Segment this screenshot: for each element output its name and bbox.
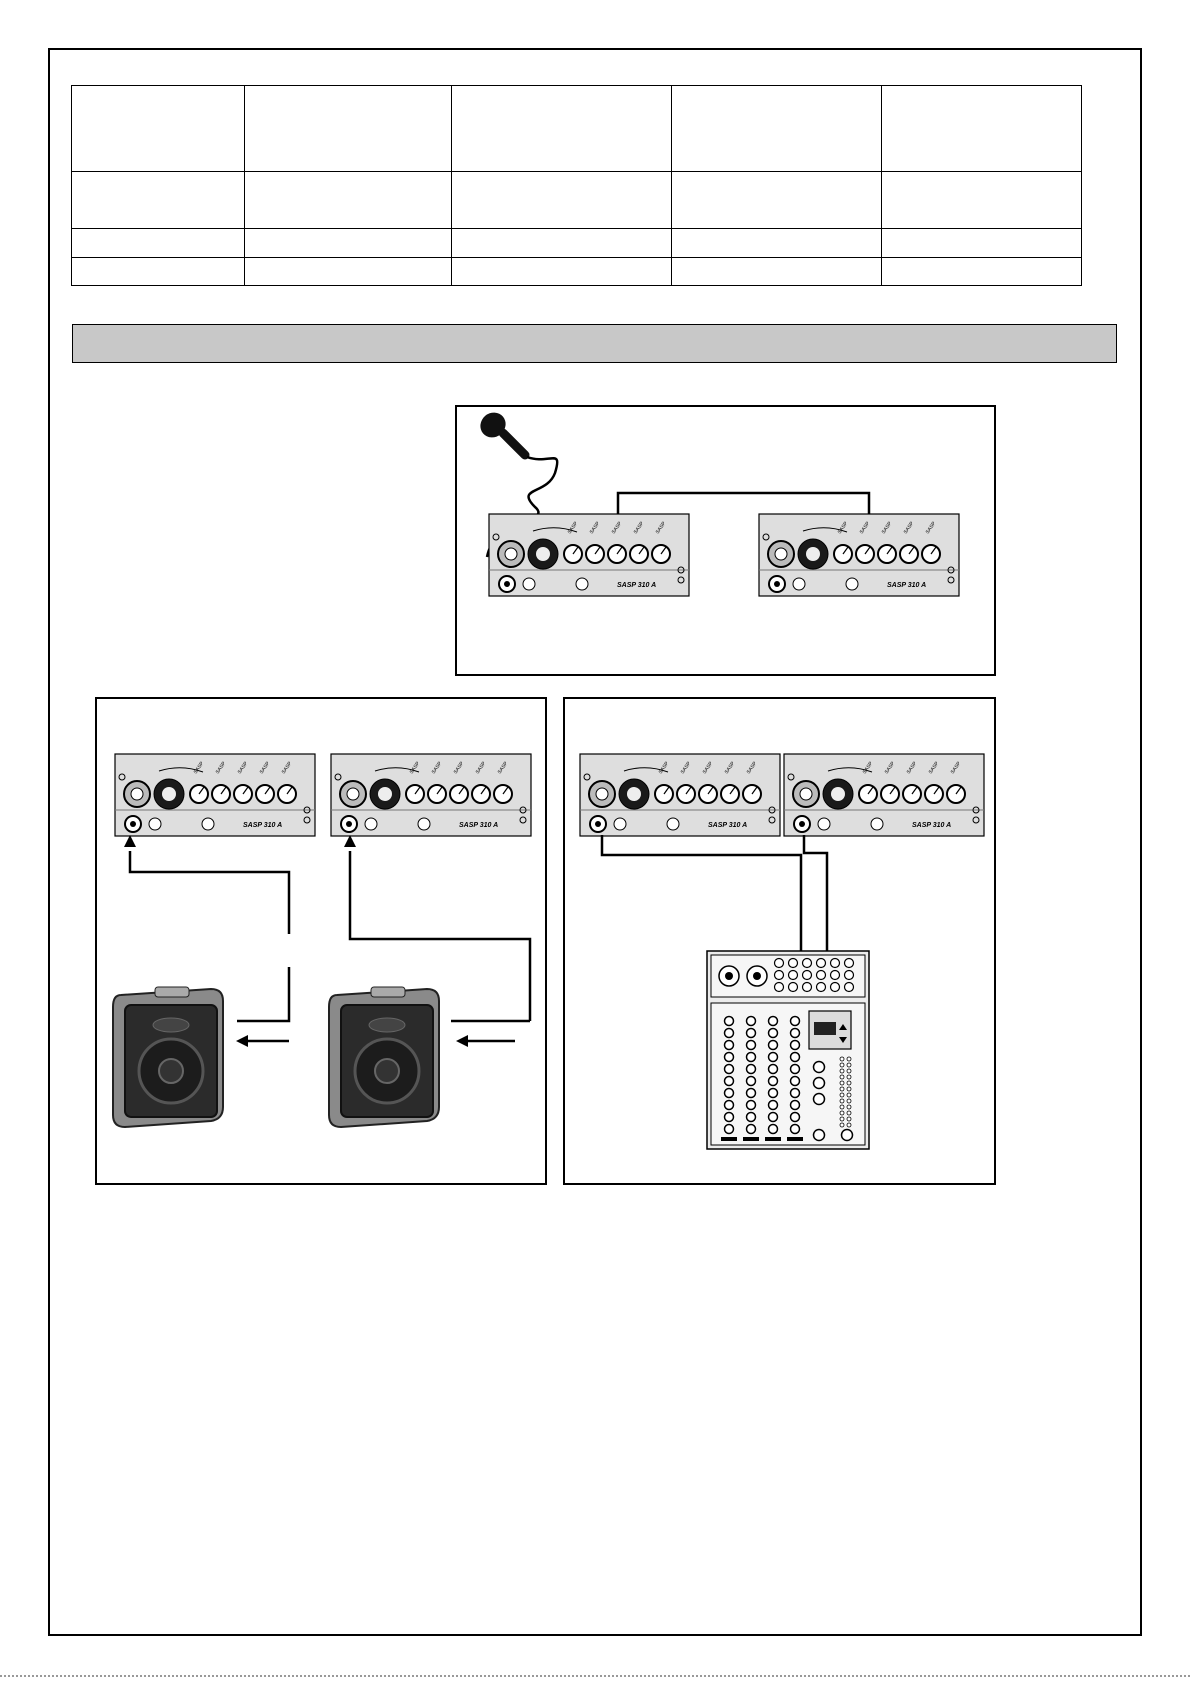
svg-text:SASP: SASP — [883, 760, 897, 776]
table-cell — [245, 257, 452, 285]
cable-from-left-speaker — [237, 967, 289, 1021]
arrow-up-left-icon — [124, 835, 136, 847]
table-row — [72, 171, 1082, 229]
svg-text:SASP: SASP — [610, 520, 624, 536]
svg-text:SASP: SASP — [861, 760, 875, 776]
speaker-panel-left — [580, 754, 780, 836]
svg-text:SASP: SASP — [258, 760, 272, 776]
panel-model-label: SASP 310 A — [459, 822, 499, 829]
link-cable — [618, 493, 869, 515]
mixer-console — [707, 951, 869, 1149]
table-cell — [882, 86, 1082, 172]
svg-text:SASP: SASP — [280, 760, 294, 776]
svg-text:SASP: SASP — [905, 760, 919, 776]
table-cell — [72, 229, 245, 257]
svg-text:SASP: SASP — [214, 760, 228, 776]
arrow-left-icon — [236, 1035, 248, 1047]
active-speakers-svg — [97, 699, 549, 1187]
table-cell — [245, 229, 452, 257]
svg-text:SASP: SASP — [924, 520, 938, 536]
svg-text:SASP: SASP — [701, 760, 715, 776]
svg-text:SASP: SASP — [408, 760, 422, 776]
panel-model-label: SASP 310 A — [887, 582, 927, 589]
panel-model-label: SASP 310 A — [912, 822, 952, 829]
cable-to-left-panel — [130, 851, 289, 934]
arrow-left-icon — [456, 1035, 468, 1047]
arrow-up-right-icon — [344, 835, 356, 847]
table-cell — [452, 257, 672, 285]
table-cell — [672, 229, 882, 257]
table-cell — [245, 86, 452, 172]
microphone-icon — [475, 407, 525, 455]
speaker-cabinet-right — [329, 987, 439, 1127]
panel-model-label: SASP 310 A — [617, 582, 657, 589]
svg-text:SASP: SASP — [452, 760, 466, 776]
table-cell — [452, 229, 672, 257]
table-cell — [672, 171, 882, 229]
panel-model-label: SASP 310 A — [708, 822, 748, 829]
speaker-panel-right — [331, 754, 531, 836]
svg-text:SASP: SASP — [836, 520, 850, 536]
speaker-panel-left — [115, 754, 315, 836]
diagram-mixer-connection — [563, 697, 996, 1185]
svg-text:SASP: SASP — [236, 760, 250, 776]
table-cell — [72, 171, 245, 229]
speaker-cabinet-left — [113, 987, 223, 1127]
table-row — [72, 86, 1082, 172]
diagram-active-speakers — [95, 697, 547, 1185]
svg-text:SASP: SASP — [192, 760, 206, 776]
table-cell — [672, 86, 882, 172]
svg-text:SASP: SASP — [474, 760, 488, 776]
svg-text:SASP: SASP — [858, 520, 872, 536]
svg-text:SASP: SASP — [657, 760, 671, 776]
svg-text:SASP: SASP — [566, 520, 580, 536]
svg-text:SASP: SASP — [430, 760, 444, 776]
speaker-panel-2 — [759, 514, 959, 596]
svg-text:SASP: SASP — [949, 760, 963, 776]
table-cell — [72, 86, 245, 172]
speaker-panel-right — [784, 754, 984, 836]
svg-text:SASP: SASP — [927, 760, 941, 776]
section-heading-bar — [72, 324, 1117, 363]
svg-text:SASP: SASP — [588, 520, 602, 536]
table-cell — [882, 171, 1082, 229]
svg-text:SASP: SASP — [723, 760, 737, 776]
table-row — [72, 257, 1082, 285]
speaker-panel-1 — [489, 514, 689, 596]
mixer-connection-svg — [565, 699, 998, 1187]
table-cell — [245, 171, 452, 229]
table-cell — [452, 171, 672, 229]
svg-text:SASP: SASP — [679, 760, 693, 776]
page-bottom-rule — [0, 1675, 1191, 1677]
svg-text:SASP: SASP — [902, 520, 916, 536]
panel-model-label: SASP 310 A — [243, 822, 283, 829]
table-row — [72, 229, 1082, 257]
svg-text:SASP: SASP — [632, 520, 646, 536]
table-cell — [882, 257, 1082, 285]
table-cell — [72, 257, 245, 285]
svg-text:SASP: SASP — [654, 520, 668, 536]
spec-table — [71, 85, 1082, 286]
table-cell — [882, 229, 1082, 257]
svg-text:SASP: SASP — [880, 520, 894, 536]
microphone-link-svg — [457, 407, 998, 678]
diagram-microphone-link — [455, 405, 996, 676]
table-cell — [672, 257, 882, 285]
table-cell — [452, 86, 672, 172]
svg-text:SASP: SASP — [496, 760, 510, 776]
svg-text:SASP: SASP — [745, 760, 759, 776]
